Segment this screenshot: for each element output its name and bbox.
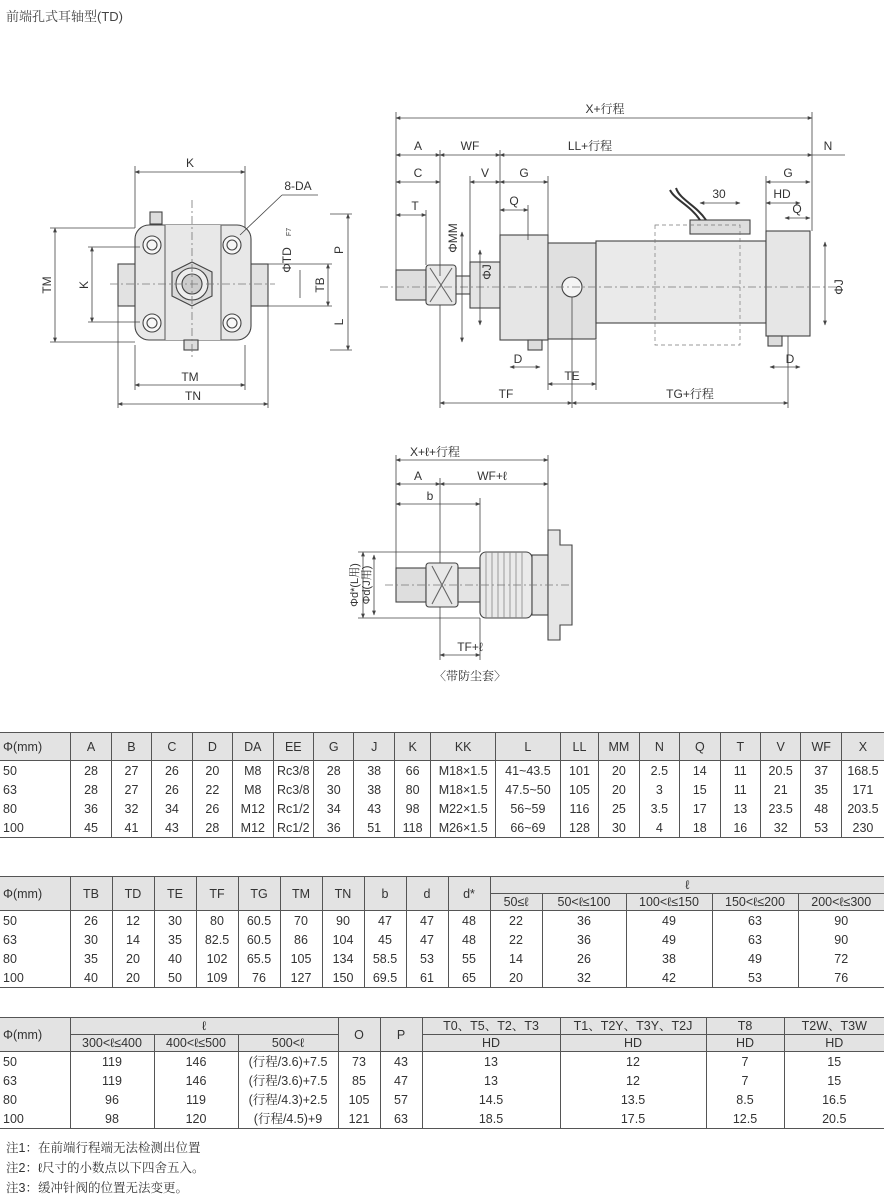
table-cell: 28	[71, 761, 111, 781]
table-cell: 38	[354, 761, 394, 781]
notes	[6, 1138, 205, 1198]
table-cell: 98	[70, 1109, 154, 1129]
table-row	[0, 1109, 884, 1129]
table-row	[0, 1052, 884, 1072]
table-cell: 105	[338, 1090, 380, 1109]
svg-text:D: D	[785, 352, 795, 366]
table-cell: M26×1.5	[431, 818, 496, 838]
table-cell: 16.5	[784, 1090, 884, 1109]
table-cell: 18.5	[422, 1109, 560, 1129]
table-cell: Rc3/8	[273, 761, 313, 781]
table-cell: 14	[490, 949, 542, 968]
table-cell: 15	[784, 1071, 884, 1090]
svg-text:T: T	[411, 199, 419, 213]
table-cell: 20	[112, 968, 154, 988]
table-cell: 12	[560, 1071, 706, 1090]
table-cell: 27	[111, 780, 151, 799]
table-cell: 20	[599, 780, 639, 799]
table-cell: (行程/4.3)+2.5	[238, 1090, 338, 1109]
table-cell: 20.5	[784, 1109, 884, 1129]
table-row	[0, 930, 884, 949]
table-cell: 96	[70, 1090, 154, 1109]
table-cell: 40	[70, 968, 112, 988]
table-cell: 171	[841, 780, 884, 799]
table-cell: 20	[192, 761, 232, 781]
table-cell: M22×1.5	[431, 799, 496, 818]
table-cell: 3.5	[639, 799, 679, 818]
svg-text:K: K	[77, 280, 91, 290]
table-cell: 76	[238, 968, 280, 988]
table-cell: 119	[154, 1090, 238, 1109]
table-cell: 203.5	[841, 799, 884, 818]
svg-text:A: A	[413, 139, 423, 153]
table-cell: 121	[338, 1109, 380, 1129]
table-cell: 53	[712, 968, 798, 988]
table-cell: 128	[560, 818, 598, 838]
table-cell: 32	[111, 799, 151, 818]
table-cell: 20	[490, 968, 542, 988]
table-cell: 168.5	[841, 761, 884, 781]
table-cell: 65.5	[238, 949, 280, 968]
table-cell: 119	[70, 1071, 154, 1090]
table-cell: 47	[406, 911, 448, 931]
table-cell: 12	[112, 911, 154, 931]
table-cell: 26	[152, 761, 192, 781]
table-cell: 63	[380, 1109, 422, 1129]
table-cell: 28	[71, 780, 111, 799]
bore-cell: 80	[0, 949, 70, 968]
note-1: 注1：在前端行程端无法检测出位置	[6, 1141, 201, 1155]
table-cell: 3	[639, 780, 679, 799]
bore-cell: 80	[0, 1090, 70, 1109]
svg-text:V: V	[480, 166, 490, 180]
svg-text:C: C	[413, 166, 423, 180]
bore-cell: 80	[0, 799, 71, 818]
note-2: 注2：ℓ尺寸的小数点以下四舍五入。	[6, 1161, 205, 1175]
table-cell: 27	[111, 761, 151, 781]
table-cell: 18	[680, 818, 720, 838]
svg-text:Φd(J用): Φd(J用)	[361, 565, 373, 605]
table-cell: 51	[354, 818, 394, 838]
svg-text:G: G	[783, 166, 793, 180]
svg-text:ΦTD: ΦTD	[280, 247, 294, 273]
table-cell: 7	[706, 1071, 784, 1090]
table-cell: 36	[71, 799, 111, 818]
svg-text:ΦMM: ΦMM	[446, 223, 460, 253]
table-subheader-row: 300<ℓ≤400 400<ℓ≤500 500<ℓ HD HD HD HD	[0, 1035, 884, 1052]
table-cell: 127	[280, 968, 322, 988]
table-cell: 32	[542, 968, 626, 988]
table-cell: 43	[354, 799, 394, 818]
note-3: 注3：缓冲针阀的位置无法变更。	[6, 1181, 188, 1195]
table-cell: 14	[112, 930, 154, 949]
svg-text:X+行程: X+行程	[585, 102, 625, 116]
table-cell: 146	[154, 1052, 238, 1072]
table-cell: 30	[70, 930, 112, 949]
table-cell: 90	[322, 911, 364, 931]
table-cell: 28	[314, 761, 354, 781]
table-cell: 72	[798, 949, 884, 968]
table-row	[0, 761, 884, 781]
svg-text:X+ℓ+行程: X+ℓ+行程	[410, 445, 460, 459]
svg-text:ΦJ: ΦJ	[480, 264, 494, 280]
table-cell: 61	[406, 968, 448, 988]
table-cell: 47	[406, 930, 448, 949]
table-cell: 47	[380, 1071, 422, 1090]
table-cell: 14.5	[422, 1090, 560, 1109]
table-cell: 150	[322, 968, 364, 988]
table-cell: 49	[712, 949, 798, 968]
table-header-row: Φ(mm) TB TD TE TF TG TM TN b d d* ℓ	[0, 877, 884, 894]
table-cell: 69.5	[364, 968, 406, 988]
table-cell: 26	[152, 780, 192, 799]
table-cell: 2.5	[639, 761, 679, 781]
svg-text:WF+ℓ: WF+ℓ	[477, 469, 507, 483]
table-cell: 15	[680, 780, 720, 799]
table-cell: 41	[111, 818, 151, 838]
table-cell: 48	[448, 911, 490, 931]
table-cell: M18×1.5	[431, 761, 496, 781]
svg-text:N: N	[823, 139, 833, 153]
table-cell: 90	[798, 930, 884, 949]
table-cell: M12	[233, 818, 273, 838]
svg-text:HD: HD	[773, 187, 791, 201]
table-cell: 23.5	[761, 799, 801, 818]
svg-text:TM: TM	[40, 276, 54, 294]
svg-text:L: L	[332, 318, 346, 326]
svg-text:TF: TF	[498, 387, 514, 401]
table-cell: 86	[280, 930, 322, 949]
bore-cell: 63	[0, 930, 70, 949]
table-cell: 134	[322, 949, 364, 968]
svg-text:TG+行程: TG+行程	[666, 387, 714, 401]
svg-text:WF: WF	[460, 139, 480, 153]
table-cell: 40	[154, 949, 196, 968]
table-cell: 32	[761, 818, 801, 838]
table-cell: 49	[626, 911, 712, 931]
table-cell: 13	[720, 799, 760, 818]
table-cell: Rc1/2	[273, 799, 313, 818]
table-cell: 66	[394, 761, 430, 781]
table-cell: 56~59	[496, 799, 561, 818]
table-row	[0, 1090, 884, 1109]
table-cell: 17	[680, 799, 720, 818]
table-cell: 22	[192, 780, 232, 799]
bore-cell: 63	[0, 1071, 70, 1090]
table-row	[0, 780, 884, 799]
table-cell: 25	[599, 799, 639, 818]
svg-text:TE: TE	[564, 369, 580, 383]
svg-text:Q: Q	[792, 202, 802, 216]
table-cell: 35	[154, 930, 196, 949]
table-cell: 63	[712, 930, 798, 949]
table-cell: 66~69	[496, 818, 561, 838]
table-header-row: Φ(mm) ℓ O P T0、T5、T2、T3 T1、T2Y、T3Y、T2J T8 T2W、T3W	[0, 1018, 884, 1035]
table-cell: 102	[196, 949, 238, 968]
table-cell: 15	[784, 1052, 884, 1072]
table-cell: 37	[801, 761, 841, 781]
table-header-row: Φ(mm) A B C D DA EE G J K KK L LL MM N Q T V WF X	[0, 733, 884, 761]
table-cell: 63	[712, 911, 798, 931]
table-subheader-row: 50≤ℓ 50<ℓ≤100 100<ℓ≤150 150<ℓ≤200 200<ℓ≤300	[0, 894, 884, 911]
table-cell: 73	[338, 1052, 380, 1072]
table-cell: M18×1.5	[431, 780, 496, 799]
table-cell: 65	[448, 968, 490, 988]
table-row	[0, 799, 884, 818]
table-cell: (行程/3.6)+7.5	[238, 1052, 338, 1072]
table-cell: 47	[364, 911, 406, 931]
table-cell: 43	[152, 818, 192, 838]
table-row	[0, 949, 884, 968]
table-cell: 80	[394, 780, 430, 799]
table-cell: 116	[560, 799, 598, 818]
table-cell: 26	[70, 911, 112, 931]
svg-text:A: A	[413, 469, 423, 483]
table-cell: 58.5	[364, 949, 406, 968]
table-cell: 30	[154, 911, 196, 931]
svg-text:8-DA: 8-DA	[284, 179, 312, 193]
svg-text:ΦJ: ΦJ	[832, 279, 846, 295]
table-cell: 50	[154, 968, 196, 988]
table-cell: M8	[233, 780, 273, 799]
table-cell: 45	[71, 818, 111, 838]
table-cell: 11	[720, 780, 760, 799]
svg-text:Φd*(L用): Φd*(L用)	[349, 563, 361, 607]
table-cell: 22	[490, 930, 542, 949]
table-cell: (行程/4.5)+9	[238, 1109, 338, 1129]
svg-text:TB: TB	[313, 277, 327, 293]
table-cell: 38	[354, 780, 394, 799]
table-cell: 30	[314, 780, 354, 799]
table-cell: 4	[639, 818, 679, 838]
svg-text:D: D	[513, 352, 523, 366]
table-row	[0, 818, 884, 838]
spec-table-1	[0, 732, 884, 838]
table-cell: 13	[422, 1071, 560, 1090]
svg-text:TF+ℓ: TF+ℓ	[457, 640, 483, 654]
table-cell: M12	[233, 799, 273, 818]
svg-text:TN: TN	[185, 389, 201, 403]
table-cell: 230	[841, 818, 884, 838]
table-cell: 101	[560, 761, 598, 781]
table-cell: 48	[448, 930, 490, 949]
table-row	[0, 911, 884, 931]
page-title: 前端孔式耳轴型(TD)	[6, 9, 123, 24]
table-cell: 17.5	[560, 1109, 706, 1129]
table-cell: 14	[680, 761, 720, 781]
table-cell: 80	[196, 911, 238, 931]
table-cell: 36	[542, 930, 626, 949]
table-cell: 36	[314, 818, 354, 838]
bore-cell: 50	[0, 911, 70, 931]
svg-text:30: 30	[712, 187, 726, 201]
bore-cell: 100	[0, 1109, 70, 1129]
bore-cell: 100	[0, 968, 70, 988]
table-cell: 41~43.5	[496, 761, 561, 781]
table-cell: 16	[720, 818, 760, 838]
svg-text:G: G	[519, 166, 529, 180]
bore-cell: 100	[0, 818, 71, 838]
table-cell: 48	[801, 799, 841, 818]
table-cell: 13	[422, 1052, 560, 1072]
svg-text:K: K	[185, 156, 195, 170]
table-cell: 38	[626, 949, 712, 968]
table-cell: 104	[322, 930, 364, 949]
table-cell: 35	[801, 780, 841, 799]
table-cell: 42	[626, 968, 712, 988]
table-cell: 90	[798, 911, 884, 931]
table-cell: 20	[112, 949, 154, 968]
svg-text:LL+行程: LL+行程	[567, 139, 613, 153]
table-cell: 57	[380, 1090, 422, 1109]
bore-cell: 50	[0, 1052, 70, 1072]
table-cell: 70	[280, 911, 322, 931]
svg-text:b: b	[426, 489, 434, 503]
table-cell: 45	[364, 930, 406, 949]
boot-view-caption: 〈带防尘套〉	[433, 669, 507, 683]
side-view	[380, 188, 838, 350]
table-cell: 60.5	[238, 930, 280, 949]
table-cell: 146	[154, 1071, 238, 1090]
bore-cell: 63	[0, 780, 71, 799]
table-cell: 22	[490, 911, 542, 931]
table-cell: 53	[801, 818, 841, 838]
table-cell: 105	[560, 780, 598, 799]
table-cell: 98	[394, 799, 430, 818]
spec-table-3	[0, 1017, 884, 1129]
table-cell: 34	[152, 799, 192, 818]
svg-text:P: P	[332, 245, 346, 255]
table-cell: 20.5	[761, 761, 801, 781]
table-cell: 21	[761, 780, 801, 799]
table-cell: 8.5	[706, 1090, 784, 1109]
table-cell: 26	[192, 799, 232, 818]
table-cell: 119	[70, 1052, 154, 1072]
table-cell: 26	[542, 949, 626, 968]
table-cell: 12	[560, 1052, 706, 1072]
table-cell: Rc3/8	[273, 780, 313, 799]
table-cell: Rc1/2	[273, 818, 313, 838]
table-cell: (行程/3.6)+7.5	[238, 1071, 338, 1090]
table-cell: 11	[720, 761, 760, 781]
table-cell: 47.5~50	[496, 780, 561, 799]
table-cell: 30	[599, 818, 639, 838]
table-row	[0, 968, 884, 988]
spec-table-2	[0, 876, 884, 988]
table-cell: 35	[70, 949, 112, 968]
table-cell: 49	[626, 930, 712, 949]
table-cell: 43	[380, 1052, 422, 1072]
table-cell: 76	[798, 968, 884, 988]
table-cell: 82.5	[196, 930, 238, 949]
table-cell: 85	[338, 1071, 380, 1090]
table-cell: 118	[394, 818, 430, 838]
table-cell: 34	[314, 799, 354, 818]
table-cell: 13.5	[560, 1090, 706, 1109]
table-cell: 60.5	[238, 911, 280, 931]
table-cell: 36	[542, 911, 626, 931]
table-cell: 12.5	[706, 1109, 784, 1129]
table-row	[0, 1071, 884, 1090]
bore-cell: 50	[0, 761, 71, 781]
svg-text:F7: F7	[286, 227, 293, 237]
table-cell: 55	[448, 949, 490, 968]
svg-text:Q: Q	[509, 194, 519, 208]
boot-view	[385, 530, 572, 640]
table-cell: 53	[406, 949, 448, 968]
table-cell: 120	[154, 1109, 238, 1129]
svg-text:TM: TM	[181, 370, 199, 384]
table-cell: M8	[233, 761, 273, 781]
table-cell: 20	[599, 761, 639, 781]
table-cell: 7	[706, 1052, 784, 1072]
table-cell: 109	[196, 968, 238, 988]
table-cell: 28	[192, 818, 232, 838]
table-cell: 105	[280, 949, 322, 968]
